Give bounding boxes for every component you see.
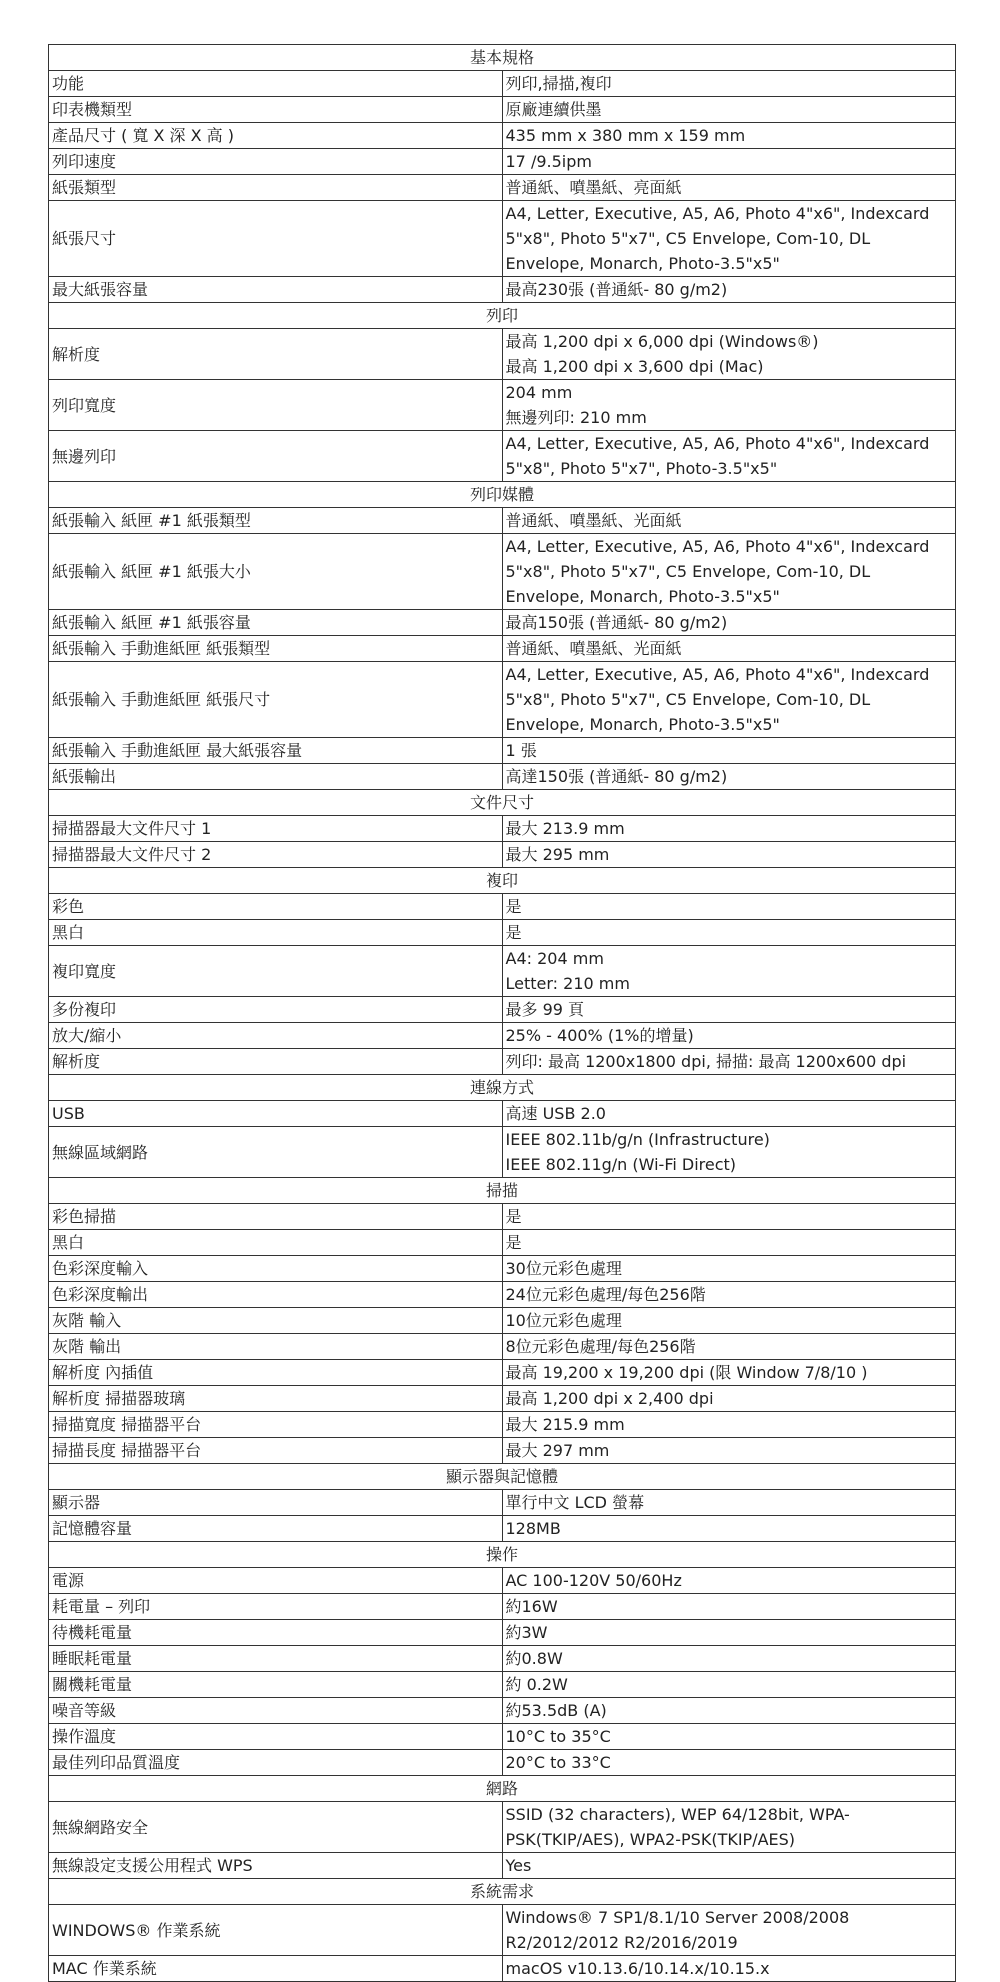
spec-row xyxy=(49,149,956,175)
spec-label: 紙張輸入 紙匣 #1 紙張類型 xyxy=(49,508,503,534)
section-title: 列印媒體 xyxy=(49,482,956,508)
spec-value: 約53.5dB (A) xyxy=(502,1698,956,1724)
section-header-row xyxy=(49,482,956,508)
spec-row xyxy=(49,662,956,738)
spec-label: MAC 作業系統 xyxy=(49,1956,503,1982)
spec-label: 解析度 掃描器玻璃 xyxy=(49,1386,503,1412)
spec-row xyxy=(49,431,956,482)
spec-row xyxy=(49,1490,956,1516)
spec-value: 24位元彩色處理/每色256階 xyxy=(502,1282,956,1308)
spec-label: 紙張輸入 手動進紙匣 紙張類型 xyxy=(49,636,503,662)
spec-value: macOS v10.13.6/10.14.x/10.15.x xyxy=(502,1956,956,1982)
spec-value: 最大 215.9 mm xyxy=(502,1412,956,1438)
spec-label: 無線區域網路 xyxy=(49,1127,503,1178)
spec-row xyxy=(49,1204,956,1230)
spec-label: 複印寬度 xyxy=(49,946,503,997)
spec-row xyxy=(49,508,956,534)
spec-value: A4, Letter, Executive, A5, A6, Photo 4"x6", Indexcard 5"x8", Photo 5"x7", C5 Envelope, Com-10, DL Envelope, Monarch, Photo-3.5"x5" xyxy=(502,662,956,738)
spec-value: 最大 295 mm xyxy=(502,842,956,868)
spec-row xyxy=(49,1386,956,1412)
spec-label: 產品尺寸 ( 寬 X 深 X 高 ) xyxy=(49,123,503,149)
spec-value: 30位元彩色處理 xyxy=(502,1256,956,1282)
spec-table-body xyxy=(49,45,956,1982)
spec-label: 最佳列印品質溫度 xyxy=(49,1750,503,1776)
spec-value: 8位元彩色處理/每色256階 xyxy=(502,1334,956,1360)
spec-label: 無線設定支援公用程式 WPS xyxy=(49,1853,503,1879)
spec-value: A4, Letter, Executive, A5, A6, Photo 4"x6", Indexcard 5"x8", Photo 5"x7", Photo-3.5"x5" xyxy=(502,431,956,482)
spec-value: 是 xyxy=(502,1230,956,1256)
spec-label: 掃描器最大文件尺寸 1 xyxy=(49,816,503,842)
spec-value: 最高150張 (普通紙- 80 g/m2) xyxy=(502,610,956,636)
spec-label: 印表機類型 xyxy=(49,97,503,123)
spec-row xyxy=(49,97,956,123)
spec-row xyxy=(49,1308,956,1334)
spec-value: 是 xyxy=(502,920,956,946)
spec-row xyxy=(49,636,956,662)
spec-row xyxy=(49,1230,956,1256)
spec-value: 20°C to 33°C xyxy=(502,1750,956,1776)
spec-label: 灰階 輸出 xyxy=(49,1334,503,1360)
spec-value: 約3W xyxy=(502,1620,956,1646)
spec-row xyxy=(49,1594,956,1620)
spec-row xyxy=(49,175,956,201)
spec-label: 色彩深度輸入 xyxy=(49,1256,503,1282)
spec-value: 普通紙、噴墨紙、光面紙 xyxy=(502,636,956,662)
spec-label: 顯示器 xyxy=(49,1490,503,1516)
spec-value: 是 xyxy=(502,894,956,920)
section-title: 掃描 xyxy=(49,1178,956,1204)
spec-value: A4: 204 mm Letter: 210 mm xyxy=(502,946,956,997)
spec-label: 無邊列印 xyxy=(49,431,503,482)
spec-row xyxy=(49,1101,956,1127)
spec-value: 高達150張 (普通紙- 80 g/m2) xyxy=(502,764,956,790)
spec-value: 25% - 400% (1%的增量) xyxy=(502,1023,956,1049)
spec-row xyxy=(49,329,956,380)
spec-row xyxy=(49,71,956,97)
spec-label: 紙張輸入 紙匣 #1 紙張大小 xyxy=(49,534,503,610)
spec-value: 是 xyxy=(502,1204,956,1230)
spec-label: 紙張輸入 手動進紙匣 最大紙張容量 xyxy=(49,738,503,764)
spec-value: 10°C to 35°C xyxy=(502,1724,956,1750)
section-header-row xyxy=(49,1464,956,1490)
spec-row xyxy=(49,1853,956,1879)
spec-row xyxy=(49,764,956,790)
section-header-row xyxy=(49,1776,956,1802)
spec-label: 最大紙張容量 xyxy=(49,277,503,303)
spec-value: 單行中文 LCD 螢幕 xyxy=(502,1490,956,1516)
spec-value: 最高 19,200 x 19,200 dpi (限 Window 7/8/10 ) xyxy=(502,1360,956,1386)
spec-label: 色彩深度輸出 xyxy=(49,1282,503,1308)
spec-value: 最多 99 頁 xyxy=(502,997,956,1023)
spec-label: 掃描器最大文件尺寸 2 xyxy=(49,842,503,868)
spec-value: 最高230張 (普通紙- 80 g/m2) xyxy=(502,277,956,303)
spec-value: 列印: 最高 1200x1800 dpi, 掃描: 最高 1200x600 dpi xyxy=(502,1049,956,1075)
spec-table xyxy=(48,44,956,1982)
section-title: 基本規格 xyxy=(49,45,956,71)
spec-value: 約16W xyxy=(502,1594,956,1620)
spec-label: 關機耗電量 xyxy=(49,1672,503,1698)
spec-label: 睡眠耗電量 xyxy=(49,1646,503,1672)
spec-value: 最高 1,200 dpi x 6,000 dpi (Windows®) 最高 1,200 dpi x 3,600 dpi (Mac) xyxy=(502,329,956,380)
spec-label: 多份複印 xyxy=(49,997,503,1023)
spec-value: 10位元彩色處理 xyxy=(502,1308,956,1334)
spec-value: AC 100-120V 50/60Hz xyxy=(502,1568,956,1594)
spec-row xyxy=(49,1956,956,1982)
spec-label: 無線網路安全 xyxy=(49,1802,503,1853)
spec-row xyxy=(49,1412,956,1438)
spec-value: 204 mm 無邊列印: 210 mm xyxy=(502,380,956,431)
spec-row xyxy=(49,277,956,303)
section-title: 列印 xyxy=(49,303,956,329)
spec-label: 解析度 內插值 xyxy=(49,1360,503,1386)
spec-label: USB xyxy=(49,1101,503,1127)
spec-label: 彩色 xyxy=(49,894,503,920)
spec-label: 解析度 xyxy=(49,1049,503,1075)
section-header-row xyxy=(49,303,956,329)
section-title: 操作 xyxy=(49,1542,956,1568)
spec-label: 電源 xyxy=(49,1568,503,1594)
spec-row xyxy=(49,1698,956,1724)
spec-value: Yes xyxy=(502,1853,956,1879)
spec-label: 掃描長度 掃描器平台 xyxy=(49,1438,503,1464)
spec-value: 17 /9.5ipm xyxy=(502,149,956,175)
spec-row xyxy=(49,1646,956,1672)
spec-value: 128MB xyxy=(502,1516,956,1542)
spec-label: 列印速度 xyxy=(49,149,503,175)
spec-label: 記憶體容量 xyxy=(49,1516,503,1542)
spec-label: 解析度 xyxy=(49,329,503,380)
spec-value: 高速 USB 2.0 xyxy=(502,1101,956,1127)
section-title: 連線方式 xyxy=(49,1075,956,1101)
spec-value: 約 0.2W xyxy=(502,1672,956,1698)
spec-value: 原廠連續供墨 xyxy=(502,97,956,123)
spec-label: 黑白 xyxy=(49,920,503,946)
spec-value: 435 mm x 380 mm x 159 mm xyxy=(502,123,956,149)
spec-label: 紙張尺寸 xyxy=(49,201,503,277)
spec-label: 噪音等級 xyxy=(49,1698,503,1724)
spec-row xyxy=(49,1023,956,1049)
section-header-row xyxy=(49,1178,956,1204)
spec-row xyxy=(49,946,956,997)
spec-row xyxy=(49,201,956,277)
spec-row xyxy=(49,738,956,764)
spec-row xyxy=(49,997,956,1023)
spec-row xyxy=(49,894,956,920)
spec-value: A4, Letter, Executive, A5, A6, Photo 4"x6", Indexcard 5"x8", Photo 5"x7", C5 Envelope, Com-10, DL Envelope, Monarch, Photo-3.5"x5" xyxy=(502,534,956,610)
spec-value: 普通紙、噴墨紙、亮面紙 xyxy=(502,175,956,201)
spec-row xyxy=(49,1750,956,1776)
spec-label: 操作溫度 xyxy=(49,1724,503,1750)
spec-value: 最大 213.9 mm xyxy=(502,816,956,842)
section-header-row xyxy=(49,1879,956,1905)
spec-row xyxy=(49,1672,956,1698)
spec-label: 待機耗電量 xyxy=(49,1620,503,1646)
section-header-row xyxy=(49,45,956,71)
section-title: 網路 xyxy=(49,1776,956,1802)
spec-label: 放大/縮小 xyxy=(49,1023,503,1049)
spec-label: 紙張輸入 紙匣 #1 紙張容量 xyxy=(49,610,503,636)
spec-value: 普通紙、噴墨紙、光面紙 xyxy=(502,508,956,534)
spec-row xyxy=(49,1620,956,1646)
spec-value: 最高 1,200 dpi x 2,400 dpi xyxy=(502,1386,956,1412)
spec-label: 紙張輸入 手動進紙匣 紙張尺寸 xyxy=(49,662,503,738)
spec-value: SSID (32 characters), WEP 64/128bit, WPA-PSK(TKIP/AES), WPA2-PSK(TKIP/AES) xyxy=(502,1802,956,1853)
spec-row xyxy=(49,1256,956,1282)
spec-value: 1 張 xyxy=(502,738,956,764)
section-title: 系統需求 xyxy=(49,1879,956,1905)
spec-label: 黑白 xyxy=(49,1230,503,1256)
spec-row xyxy=(49,123,956,149)
spec-row xyxy=(49,1516,956,1542)
spec-row xyxy=(49,1724,956,1750)
spec-row xyxy=(49,1049,956,1075)
spec-row xyxy=(49,842,956,868)
spec-row xyxy=(49,1568,956,1594)
spec-row xyxy=(49,1282,956,1308)
spec-value: 最大 297 mm xyxy=(502,1438,956,1464)
spec-label: 耗電量 – 列印 xyxy=(49,1594,503,1620)
spec-label: 彩色掃描 xyxy=(49,1204,503,1230)
spec-value: IEEE 802.11b/g/n (Infrastructure) IEEE 802.11g/n (Wi-Fi Direct) xyxy=(502,1127,956,1178)
section-header-row xyxy=(49,868,956,894)
spec-row xyxy=(49,380,956,431)
spec-row xyxy=(49,1334,956,1360)
spec-row xyxy=(49,816,956,842)
spec-label: 掃描寬度 掃描器平台 xyxy=(49,1412,503,1438)
section-header-row xyxy=(49,1075,956,1101)
spec-row xyxy=(49,1127,956,1178)
section-title: 文件尺寸 xyxy=(49,790,956,816)
spec-row xyxy=(49,1438,956,1464)
spec-row xyxy=(49,610,956,636)
spec-row xyxy=(49,1360,956,1386)
section-header-row xyxy=(49,790,956,816)
spec-label: 灰階 輸入 xyxy=(49,1308,503,1334)
spec-label: WINDOWS® 作業系統 xyxy=(49,1905,503,1956)
spec-row xyxy=(49,1802,956,1853)
spec-value: Windows® 7 SP1/8.1/10 Server 2008/2008 R2/2012/2012 R2/2016/2019 xyxy=(502,1905,956,1956)
spec-label: 紙張類型 xyxy=(49,175,503,201)
section-title: 複印 xyxy=(49,868,956,894)
spec-row xyxy=(49,920,956,946)
spec-label: 紙張輸出 xyxy=(49,764,503,790)
section-header-row xyxy=(49,1542,956,1568)
spec-label: 列印寬度 xyxy=(49,380,503,431)
spec-value: 列印,掃描,複印 xyxy=(502,71,956,97)
spec-label: 功能 xyxy=(49,71,503,97)
spec-row xyxy=(49,534,956,610)
spec-value: A4, Letter, Executive, A5, A6, Photo 4"x6", Indexcard 5"x8", Photo 5"x7", C5 Envelope, Com-10, DL Envelope, Monarch, Photo-3.5"x5" xyxy=(502,201,956,277)
spec-value: 約0.8W xyxy=(502,1646,956,1672)
section-title: 顯示器與記憶體 xyxy=(49,1464,956,1490)
